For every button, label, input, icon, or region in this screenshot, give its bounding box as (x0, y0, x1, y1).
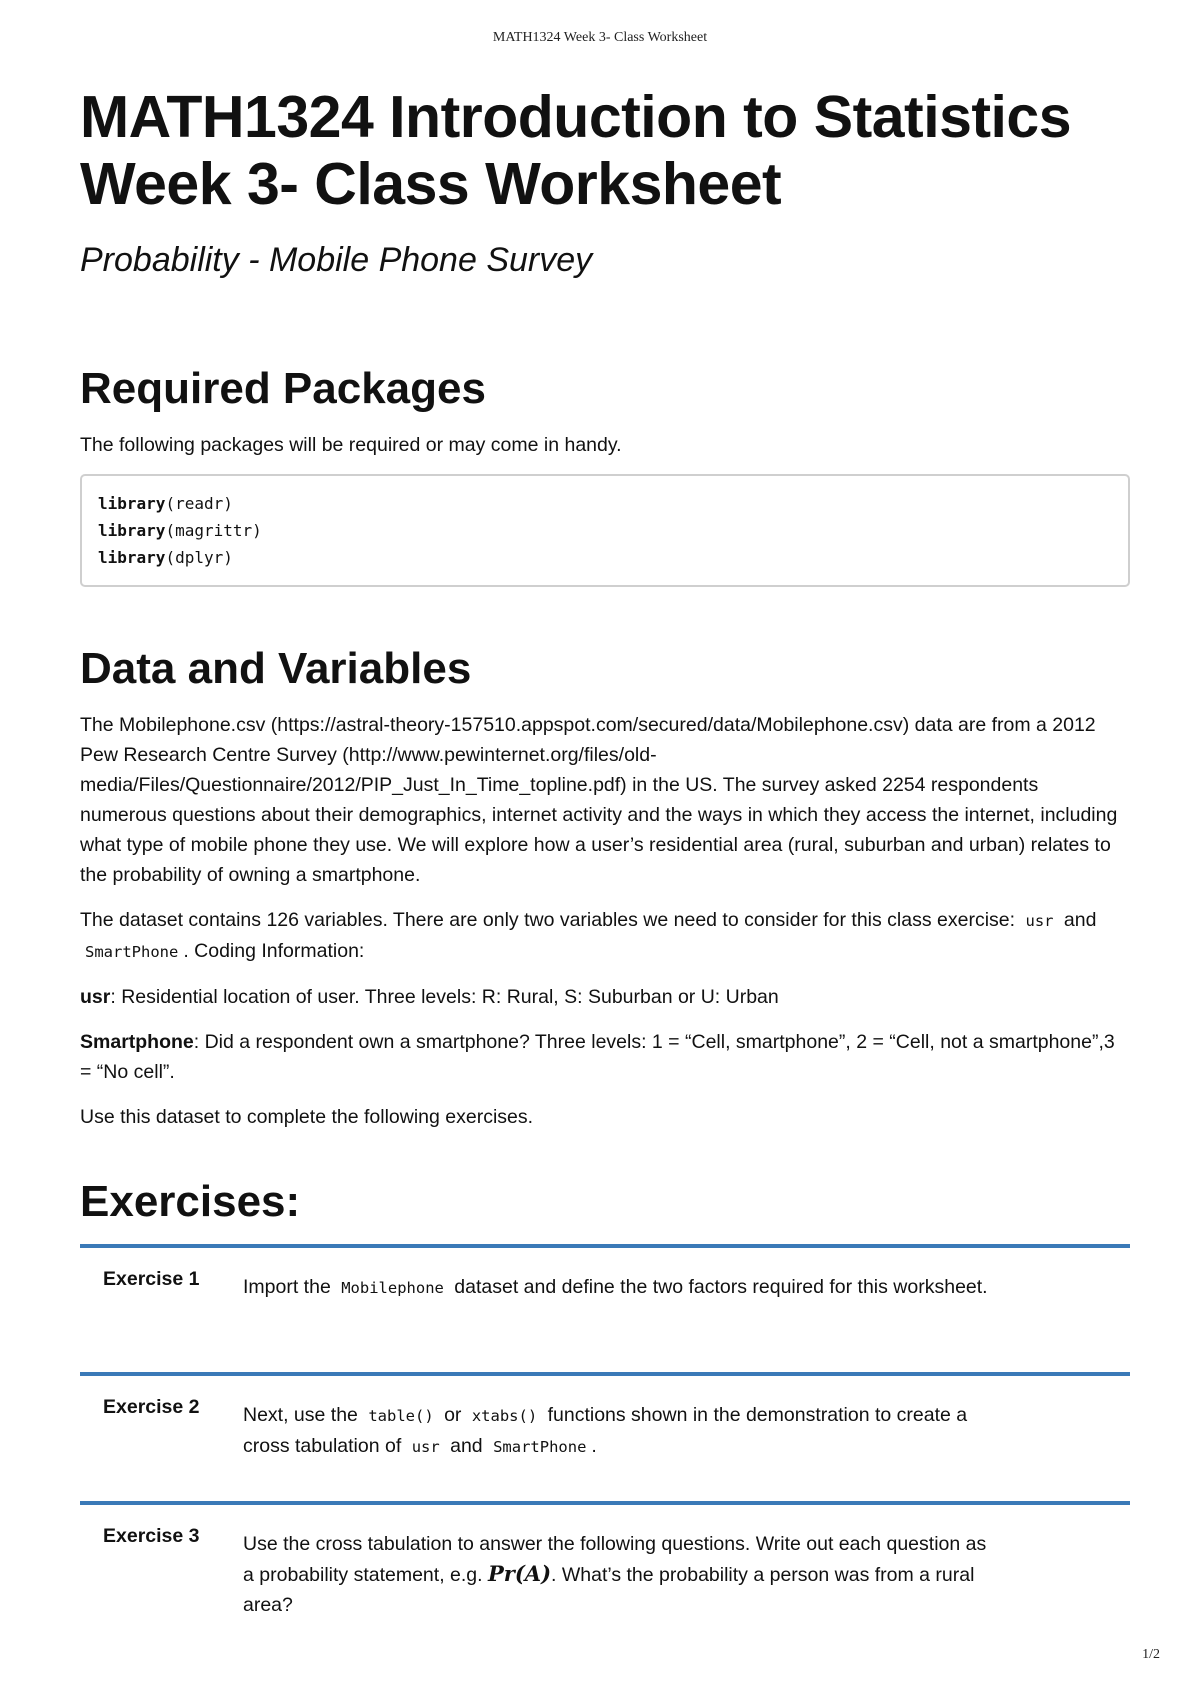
math-expression: Pr(A) (487, 1561, 552, 1586)
title-line-2: Week 3- Class Worksheet (80, 151, 782, 217)
exercise-label: Exercise 1 (103, 1268, 200, 1290)
page-title (80, 84, 1130, 218)
inline-code-usr: usr (1025, 912, 1054, 930)
inline-code: usr (411, 1438, 440, 1456)
code-line (98, 490, 1112, 517)
title-line-1: MATH1324 Introduction to Statistics (80, 84, 1072, 150)
inline-code: xtabs() (471, 1407, 538, 1425)
packages-code-block (80, 474, 1130, 587)
dataset-variables-paragraph (80, 905, 1130, 967)
text-run: . (591, 1435, 597, 1457)
exercise-1 (80, 1244, 1130, 1372)
code-line (98, 544, 1112, 571)
exercise-label: Exercise 3 (103, 1525, 200, 1547)
smartphone-description: : Did a respondent own a smartphone? Three levels: 1 = “Cell, smartphone”, 2 = “Cell, not a smartphone”,3 = “No cell”. (80, 1031, 1115, 1083)
smartphone-label: Smartphone (80, 1031, 194, 1053)
inline-code: table() (368, 1407, 434, 1425)
text-run: . Coding Information: (183, 940, 365, 962)
inline-code-smartphone: SmartPhone (85, 943, 179, 961)
exercise-label: Exercise 2 (103, 1396, 200, 1418)
smartphone-definition (80, 1027, 1130, 1087)
text-run: Import the (243, 1276, 331, 1298)
page-subtitle: Probability - Mobile Phone Survey (80, 241, 593, 279)
code-function: library (98, 548, 166, 567)
text-run: and (1063, 909, 1097, 931)
exercise-text (243, 1400, 993, 1501)
required-packages-heading: Required Packages (80, 364, 486, 413)
exercise-text (243, 1529, 993, 1641)
text-run: dataset and define the two factors required for this worksheet. (454, 1276, 988, 1298)
exercise-3 (80, 1501, 1130, 1641)
text-run: and (450, 1435, 483, 1457)
packages-intro: The following packages will be required or may come in handy. (80, 434, 622, 456)
text-run: The dataset contains 126 variables. There are only two variables we need to consider for this class exercise: (80, 909, 1016, 931)
instructions-paragraph: Use this dataset to complete the following exercises. (80, 1106, 534, 1128)
data-variables-heading: Data and Variables (80, 644, 472, 693)
text-run: . What’s the probability a person was from a rural area? (243, 1564, 975, 1616)
code-argument: (readr) (165, 494, 233, 513)
code-line (98, 517, 1112, 544)
usr-definition (80, 982, 1130, 1012)
inline-code: Mobilephone (341, 1279, 444, 1297)
code-argument: (dplyr) (165, 548, 233, 567)
usr-label: usr (80, 986, 111, 1008)
code-argument: (magrittr) (165, 521, 262, 540)
page-number: 1/2 (1142, 1647, 1160, 1662)
exercises-heading: Exercises: (80, 1177, 301, 1226)
text-run: functions shown in the demonstration to create a cross tabulation of (243, 1404, 968, 1457)
text-run: Use the cross tabulation to answer the following questions. Write out each question as a probability statement, e.g. (243, 1533, 987, 1586)
code-function: library (98, 494, 166, 513)
text-run: Next, use the (243, 1404, 358, 1426)
code-function: library (98, 521, 166, 540)
data-description: The Mobilephone.csv (https://astral-theory-157510.appspot.com/secured/data/Mobilephone.csv) data are from a 2012 Pew Research Centre Survey (http://www.pewinternet.org/files/old-media/Files/Questionnaire/2012/PIP_Just_In_Time_topline.pdf) in the US. The survey asked 2254 respondents numerous questions about their demographics, internet activity and the ways in which they access the internet, including what type of mobile phone they use. We will explore how a user’s residential area (rural, suburban and urban) relates to the probability of owning a smartphone. (80, 714, 1118, 886)
exercise-text (243, 1272, 993, 1372)
exercise-2 (80, 1372, 1130, 1501)
document-body (80, 84, 1130, 1641)
usr-description: : Residential location of user. Three levels: R: Rural, S: Suburban or U: Urban (110, 986, 779, 1008)
inline-code: SmartPhone (493, 1438, 587, 1456)
running-header: MATH1324 Week 3- Class Worksheet (492, 30, 708, 45)
text-run: or (444, 1404, 462, 1426)
